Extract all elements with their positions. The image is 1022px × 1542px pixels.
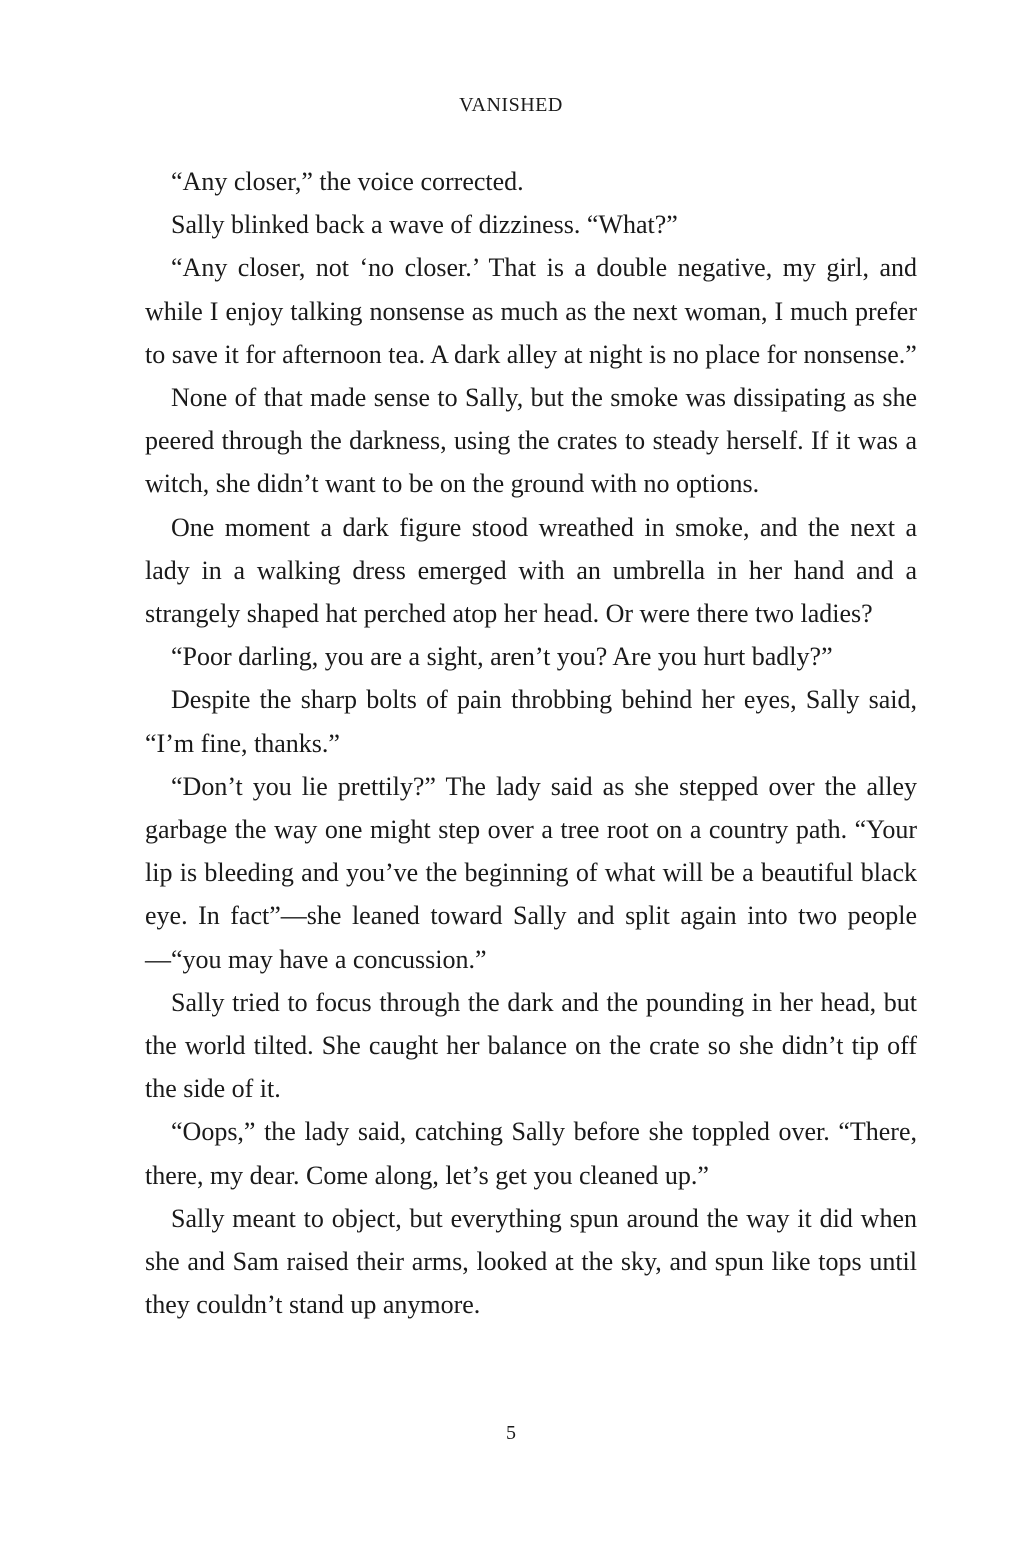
paragraph: None of that made sense to Sally, but the smoke was dissipating as she peered through the darkness, using the crates to steady herself. If it was a witch, she didn’t want to be on the ground with no options. [145,383,917,499]
body-text [145,160,917,1326]
paragraph: One moment a dark figure stood wreathed in smoke, and the next a lady in a walking dress emerged with an umbrella in her hand and a strangely shaped hat perched atop her head. Or were there two ladies? [145,512,917,629]
paragraph: Sally tried to focus through the dark and the pounding in her head, but the world tilted. She caught her balance on the crate so she didn’t tip off the side of it. [145,987,917,1104]
paragraph: “Any closer, not ‘no closer.’ That is a double negative, my girl, and while I enjoy talking nonsense as much as the next woman, I much prefer to save it for afternoon tea. A dark alley at night is no place for nonsense.” [145,253,917,369]
paragraph: “Poor darling, you are a sight, aren’t you? Are you hurt badly?” [171,642,833,672]
paragraph: “Any closer,” the voice corrected. [171,167,524,196]
page-number: 5 [506,1422,516,1444]
paragraph: “Don’t you lie prettily?” The lady said as she stepped over the alley garbage the way one might step over a tree root on a country path. “Your lip is bleeding and you’ve the beginning of what will be a beautiful black eye. In fact”—she leaned toward Sally and split again into two people—“you may have a concussion.” [145,771,917,974]
paragraph: Despite the sharp bolts of pain throbbing behind her eyes, Sally said, “I’m fine, thanks.” [145,685,917,758]
paragraph: Sally blinked back a wave of dizziness. “What?” [171,210,678,240]
running-head: VANISHED [459,94,563,116]
paragraph: Sally meant to object, but everything spun around the way it did when she and Sam raised their arms, looked at the sky, and spun like tops until they couldn’t stand up anymore. [145,1203,917,1320]
paragraph: “Oops,” the lady said, catching Sally before she toppled over. “There, there, my dear. Come along, let’s get you cleaned up.” [145,1117,917,1190]
